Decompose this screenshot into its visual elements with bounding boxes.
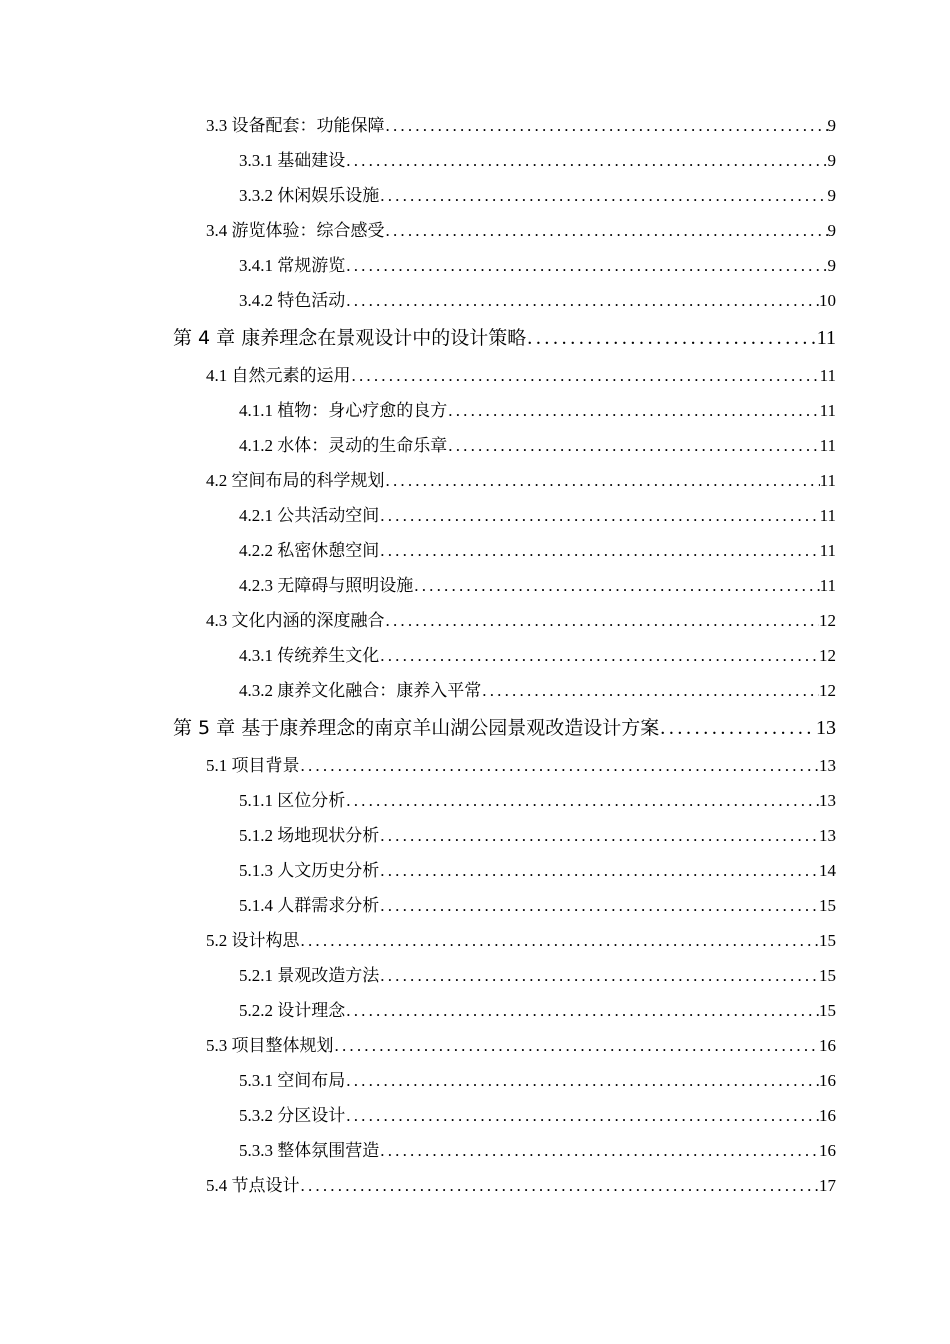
dot-leader bbox=[379, 818, 819, 853]
toc-entry-page: 12 bbox=[819, 611, 836, 630]
toc-entry-5-1-1[interactable] bbox=[0, 783, 950, 818]
toc-chapter-title: 第 5 章 基于康养理念的南京羊山湖公园景观改造设计方案 bbox=[173, 717, 660, 739]
toc-entry-page: 13 bbox=[816, 717, 836, 739]
toc-entry-title: 3.4.2 特色活动 bbox=[239, 291, 346, 310]
toc-entry-5-1[interactable] bbox=[0, 748, 950, 783]
toc-entry-title: 4.2.1 公共活动空间 bbox=[239, 506, 380, 525]
toc-entry-4-3[interactable] bbox=[0, 603, 950, 638]
toc-entry-title: 5.2.2 设计理念 bbox=[239, 1001, 346, 1020]
toc-entry-5-4[interactable] bbox=[0, 1168, 950, 1203]
toc-entry-page: 15 bbox=[819, 1001, 836, 1020]
dot-leader bbox=[300, 748, 820, 783]
toc-entry-title: 4.1.2 水体：灵动的生命乐章 bbox=[239, 436, 448, 455]
dot-leader bbox=[345, 283, 819, 318]
dot-leader bbox=[379, 533, 819, 568]
toc-chapter-5[interactable] bbox=[0, 708, 950, 748]
toc-entry-page: 15 bbox=[819, 966, 836, 985]
toc-entry-3-3-1[interactable] bbox=[0, 143, 950, 178]
toc-entry-title: 4.2.3 无障碍与照明设施 bbox=[239, 576, 414, 595]
toc-entry-4-2-3[interactable] bbox=[0, 568, 950, 603]
toc-entry-title: 5.3.1 空间布局 bbox=[239, 1071, 346, 1090]
toc-entry-5-2[interactable] bbox=[0, 923, 950, 958]
toc-entry-page: 11 bbox=[819, 576, 836, 595]
toc-chapter-title: 第 4 章 康养理念在景观设计中的设计策略 bbox=[173, 327, 527, 349]
dot-leader bbox=[345, 143, 827, 178]
toc-entry-page: 14 bbox=[819, 861, 836, 880]
dot-leader bbox=[526, 318, 817, 358]
toc-entry-title: 5.2.1 景观改造方法 bbox=[239, 966, 380, 985]
toc-entry-title: 3.3 设备配套：功能保障 bbox=[206, 116, 385, 135]
toc-entry-4-3-2[interactable] bbox=[0, 673, 950, 708]
dot-leader bbox=[659, 708, 816, 748]
toc-entry-5-1-3[interactable] bbox=[0, 853, 950, 888]
toc-entry-page: 9 bbox=[827, 116, 836, 135]
dot-leader bbox=[334, 1028, 820, 1063]
toc-entry-title: 4.2.2 私密休憩空间 bbox=[239, 541, 380, 560]
toc-entry-page: 11 bbox=[819, 401, 836, 420]
dot-leader bbox=[379, 958, 819, 993]
dot-leader bbox=[385, 213, 828, 248]
toc-entry-page: 11 bbox=[816, 327, 836, 349]
toc-entry-3-3-2[interactable] bbox=[0, 178, 950, 213]
toc-entry-page: 16 bbox=[819, 1071, 836, 1090]
toc-entry-3-4[interactable] bbox=[0, 213, 950, 248]
toc-entry-page: 9 bbox=[827, 221, 836, 240]
toc-entry-page: 11 bbox=[819, 366, 836, 385]
dot-leader bbox=[351, 358, 820, 393]
toc-entry-title: 4.1 自然元素的运用 bbox=[206, 366, 351, 385]
toc-entry-page: 11 bbox=[819, 436, 836, 455]
toc-entry-4-1-1[interactable] bbox=[0, 393, 950, 428]
toc-entry-5-3-3[interactable] bbox=[0, 1133, 950, 1168]
table-of-contents bbox=[0, 108, 950, 1203]
dot-leader bbox=[379, 498, 819, 533]
toc-entry-3-3[interactable] bbox=[0, 108, 950, 143]
toc-entry-4-2-1[interactable] bbox=[0, 498, 950, 533]
dot-leader bbox=[345, 1098, 819, 1133]
toc-entry-title: 5.3 项目整体规划 bbox=[206, 1036, 334, 1055]
toc-entry-page: 12 bbox=[819, 681, 836, 700]
toc-entry-5-3[interactable] bbox=[0, 1028, 950, 1063]
toc-entry-page: 11 bbox=[819, 506, 836, 525]
dot-leader bbox=[385, 603, 820, 638]
toc-entry-page: 9 bbox=[827, 256, 836, 275]
toc-entry-page: 9 bbox=[827, 151, 836, 170]
toc-entry-5-1-4[interactable] bbox=[0, 888, 950, 923]
toc-chapter-4[interactable] bbox=[0, 318, 950, 358]
toc-entry-title: 5.1.4 人群需求分析 bbox=[239, 896, 380, 915]
dot-leader bbox=[379, 638, 819, 673]
toc-entry-page: 13 bbox=[819, 756, 836, 775]
dot-leader bbox=[345, 993, 819, 1028]
toc-entry-title: 5.1 项目背景 bbox=[206, 756, 300, 775]
dot-leader bbox=[481, 673, 819, 708]
toc-entry-title: 4.2 空间布局的科学规划 bbox=[206, 471, 385, 490]
toc-entry-title: 4.3 文化内涵的深度融合 bbox=[206, 611, 385, 630]
toc-entry-title: 5.4 节点设计 bbox=[206, 1176, 300, 1195]
toc-entry-4-2[interactable] bbox=[0, 463, 950, 498]
toc-entry-page: 10 bbox=[819, 291, 836, 310]
toc-entry-page: 17 bbox=[819, 1176, 836, 1195]
dot-leader bbox=[345, 783, 819, 818]
toc-entry-title: 5.1.2 场地现状分析 bbox=[239, 826, 380, 845]
dot-leader bbox=[447, 428, 819, 463]
dot-leader bbox=[379, 1133, 819, 1168]
dot-leader bbox=[300, 923, 820, 958]
toc-entry-title: 5.1.1 区位分析 bbox=[239, 791, 346, 810]
dot-leader bbox=[447, 393, 819, 428]
dot-leader bbox=[345, 248, 827, 283]
toc-entry-5-2-2[interactable] bbox=[0, 993, 950, 1028]
toc-entry-title: 3.3.1 基础建设 bbox=[239, 151, 346, 170]
toc-entry-5-3-1[interactable] bbox=[0, 1063, 950, 1098]
dot-leader bbox=[345, 1063, 819, 1098]
toc-entry-4-3-1[interactable] bbox=[0, 638, 950, 673]
toc-entry-title: 5.2 设计构思 bbox=[206, 931, 300, 950]
toc-entry-5-1-2[interactable] bbox=[0, 818, 950, 853]
toc-entry-4-2-2[interactable] bbox=[0, 533, 950, 568]
toc-entry-page: 12 bbox=[819, 646, 836, 665]
toc-entry-page: 11 bbox=[819, 541, 836, 560]
toc-entry-page: 13 bbox=[819, 826, 836, 845]
toc-entry-page: 13 bbox=[819, 791, 836, 810]
toc-entry-title: 4.3.1 传统养生文化 bbox=[239, 646, 380, 665]
toc-entry-page: 16 bbox=[819, 1141, 836, 1160]
toc-entry-4-1-2[interactable] bbox=[0, 428, 950, 463]
dot-leader bbox=[379, 178, 827, 213]
toc-entry-title: 4.3.2 康养文化融合：康养入平常 bbox=[239, 681, 482, 700]
toc-entry-title: 5.3.3 整体氛围营造 bbox=[239, 1141, 380, 1160]
toc-entry-4-1[interactable] bbox=[0, 358, 950, 393]
toc-entry-title: 3.4.1 常规游览 bbox=[239, 256, 346, 275]
dot-leader bbox=[413, 568, 819, 603]
toc-entry-title: 5.1.3 人文历史分析 bbox=[239, 861, 380, 880]
dot-leader bbox=[385, 108, 828, 143]
toc-entry-page: 15 bbox=[819, 931, 836, 950]
dot-leader bbox=[385, 463, 820, 498]
dot-leader bbox=[379, 853, 819, 888]
toc-entry-title: 5.3.2 分区设计 bbox=[239, 1106, 346, 1125]
toc-entry-page: 9 bbox=[827, 186, 836, 205]
toc-entry-page: 11 bbox=[819, 471, 836, 490]
toc-entry-title: 4.1.1 植物：身心疗愈的良方 bbox=[239, 401, 448, 420]
toc-entry-5-2-1[interactable] bbox=[0, 958, 950, 993]
toc-entry-page: 16 bbox=[819, 1036, 836, 1055]
toc-entry-title: 3.3.2 休闲娱乐设施 bbox=[239, 186, 380, 205]
toc-entry-page: 15 bbox=[819, 896, 836, 915]
dot-leader bbox=[300, 1168, 820, 1203]
toc-entry-3-4-2[interactable] bbox=[0, 283, 950, 318]
toc-entry-page: 16 bbox=[819, 1106, 836, 1125]
toc-entry-5-3-2[interactable] bbox=[0, 1098, 950, 1133]
toc-entry-title: 3.4 游览体验：综合感受 bbox=[206, 221, 385, 240]
dot-leader bbox=[379, 888, 819, 923]
toc-entry-3-4-1[interactable] bbox=[0, 248, 950, 283]
